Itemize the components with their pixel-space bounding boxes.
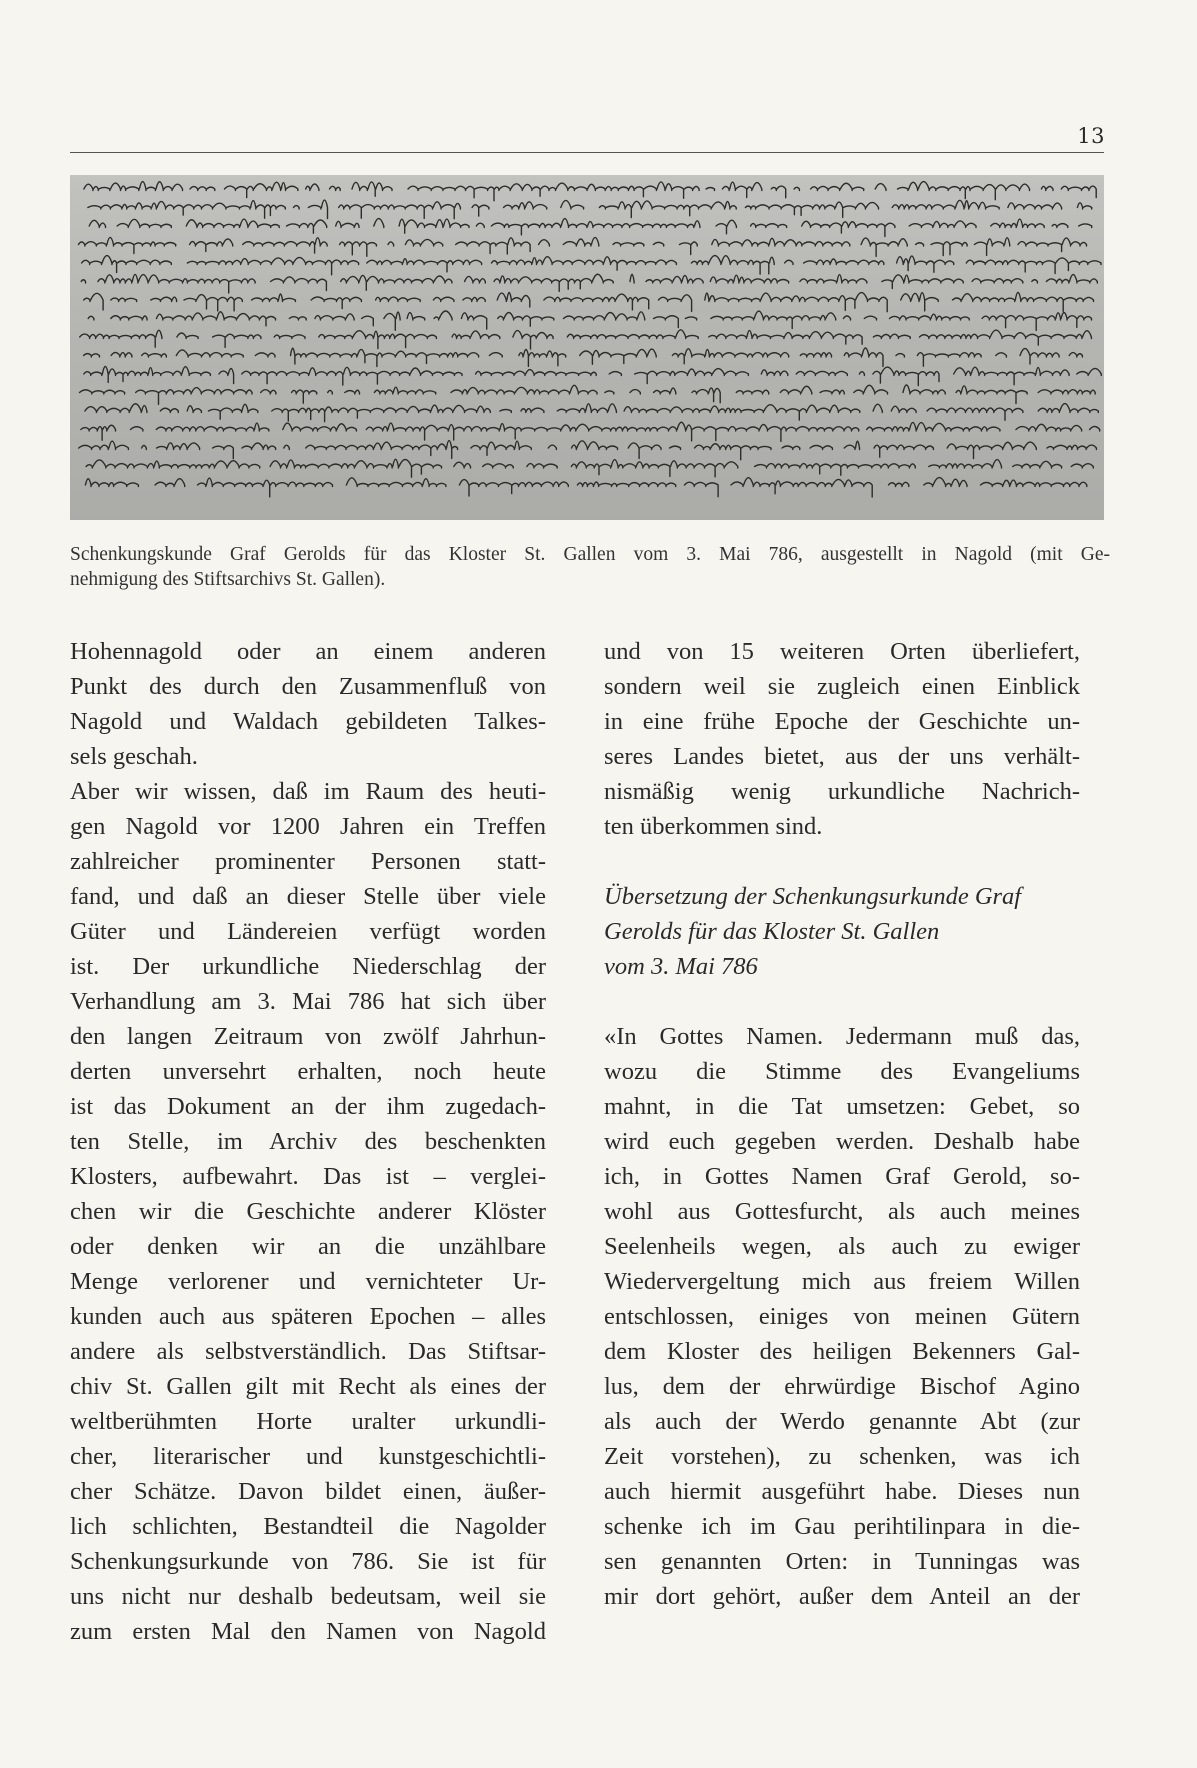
text-line: Güter und Ländereien verfügt worden	[70, 918, 546, 945]
text-line: wozu die Stimme des Evangeliums	[604, 1058, 1080, 1085]
script-line	[84, 182, 1096, 201]
script-line	[85, 478, 1086, 497]
caption-line: Schenkungskunde Graf Gerolds für das Kloster St. Gallen vom 3. Mai 786, ausgestellt in Nagold (mit Ge-	[70, 544, 1110, 565]
script-line	[84, 348, 1083, 367]
text-line: wird euch gegeben werden. Deshalb habe	[604, 1128, 1080, 1155]
text-line: entschlossen, einiges von meinen Gütern	[604, 1303, 1080, 1330]
figure-caption	[70, 542, 1110, 592]
text-line: sen genannten Orten: in Tunningas was	[604, 1548, 1080, 1575]
text-line: ich, in Gottes Namen Graf Gerold, so-	[604, 1163, 1080, 1190]
heading-line: Übersetzung der Schenkungsurkunde Graf	[604, 883, 1022, 910]
text-line: uns nicht nur deshalb bedeutsam, weil sie	[70, 1583, 546, 1610]
translation-paragraph	[604, 1019, 1080, 1614]
script-line	[80, 330, 1092, 349]
script-line	[84, 293, 1094, 312]
text-line: Zeit vorstehen), zu schenken, was ich	[604, 1443, 1080, 1470]
page-number: 13	[1077, 124, 1105, 148]
text-line: auch hiermit ausgeführt habe. Dieses nun	[604, 1478, 1080, 1505]
text-line: mir dort gehört, außer dem Anteil an der	[604, 1583, 1080, 1610]
manuscript-image	[70, 175, 1104, 520]
text-line: lich schlichten, Bestandteil die Nagolder	[70, 1513, 546, 1540]
text-line: mahnt, in die Tat umsetzen: Gebet, so	[604, 1093, 1080, 1120]
caption-line: nehmigung des Stiftsarchivs St. Gallen).	[70, 569, 386, 590]
script-line	[82, 256, 1101, 275]
left-column	[70, 634, 546, 1649]
script-line	[88, 200, 1092, 219]
script-line	[89, 219, 1091, 237]
text-line: ist. Der urkundliche Niederschlag der	[70, 953, 546, 980]
text-line: ten überkommen sind.	[604, 813, 823, 840]
text-line: zahlreicher prominenter Personen statt-	[70, 848, 546, 875]
text-line: nismäßig wenig urkundliche Nachrich-	[604, 778, 1080, 805]
text-line: ten Stelle, im Archiv des beschenkten	[70, 1128, 546, 1155]
text-line: sondern weil sie zugleich einen Einblick	[604, 673, 1080, 700]
script-line	[85, 404, 1098, 422]
text-line: Aber wir wissen, daß im Raum des heuti-	[70, 778, 546, 805]
translation-heading	[604, 879, 1080, 984]
text-line: cher, literarischer und kunstgeschichtli-	[70, 1443, 546, 1470]
heading-line: vom 3. Mai 786	[604, 953, 758, 980]
text-line: andere als selbstverständlich. Das Stiftsar-	[70, 1338, 546, 1365]
script-line	[86, 459, 1093, 477]
text-line: lus, dem der ehrwürdige Bischof Agino	[604, 1373, 1080, 1400]
text-line: in eine frühe Epoche der Geschichte un-	[604, 708, 1080, 735]
right-column	[604, 634, 1080, 1614]
text-line: wohl aus Gottesfurcht, als auch meines	[604, 1198, 1080, 1225]
text-line: Schenkungsurkunde von 786. Sie ist für	[70, 1548, 546, 1575]
text-line: und von 15 weiteren Orten überliefert,	[604, 638, 1080, 665]
text-line: zum ersten Mal den Namen von Nagold	[70, 1618, 546, 1645]
text-line: Klosters, aufbewahrt. Das ist – verglei-	[70, 1163, 546, 1190]
text-line: chen wir die Geschichte anderer Klöster	[70, 1198, 546, 1225]
text-line: gen Nagold vor 1200 Jahren ein Treffen	[70, 813, 546, 840]
script-line	[78, 237, 1086, 256]
script-line	[79, 441, 1097, 460]
text-line: Seelenheils wegen, als auch zu ewiger	[604, 1233, 1080, 1260]
text-line: Wiedervergeltung mich aus freiem Willen	[604, 1268, 1080, 1295]
text-line: seres Landes bietet, aus der uns verhält-	[604, 743, 1080, 770]
text-line: «In Gottes Namen. Jedermann muß das,	[604, 1023, 1080, 1050]
text-line: ist das Dokument an der ihm zugedach-	[70, 1093, 546, 1120]
text-line: weltberühmten Horte uralter urkundli-	[70, 1408, 546, 1435]
text-line: Nagold und Waldach gebildeten Talkes-	[70, 708, 546, 735]
script-line	[80, 385, 1096, 404]
text-line: Menge verlorener und vernichteter Ur-	[70, 1268, 546, 1295]
script-line	[81, 422, 1100, 441]
text-line: schenke ich im Gau perihtilinpara in die-	[604, 1513, 1080, 1540]
text-line: kunden auch aus späteren Epochen – alles	[70, 1303, 546, 1330]
text-line: Verhandlung am 3. Mai 786 hat sich über	[70, 988, 546, 1015]
text-line: dem Kloster des heiligen Bekenners Gal-	[604, 1338, 1080, 1365]
text-line: als auch der Werdo genannte Abt (zur	[604, 1408, 1080, 1435]
script-line	[81, 274, 1097, 293]
manuscript-handwriting-drawing	[70, 175, 1104, 520]
text-line: sels geschah.	[70, 743, 198, 770]
heading-line: Gerolds für das Kloster St. Gallen	[604, 918, 940, 945]
text-line: chiv St. Gallen gilt mit Recht als eines der	[70, 1373, 546, 1400]
intro-paragraph	[604, 634, 1080, 844]
header-rule	[70, 152, 1104, 153]
script-line	[84, 367, 1102, 386]
text-line: fand, und daß an dieser Stelle über viele	[70, 883, 546, 910]
text-line: derten unversehrt erhalten, noch heute	[70, 1058, 546, 1085]
text-line: Punkt des durch den Zusammenfluß von	[70, 673, 546, 700]
text-line: den langen Zeitraum von zwölf Jahrhun-	[70, 1023, 546, 1050]
script-line	[88, 311, 1091, 330]
text-line: cher Schätze. Davon bildet einen, äußer-	[70, 1478, 546, 1505]
text-line: Hohennagold oder an einem anderen	[70, 638, 546, 665]
text-line: oder denken wir an die unzählbare	[70, 1233, 546, 1260]
